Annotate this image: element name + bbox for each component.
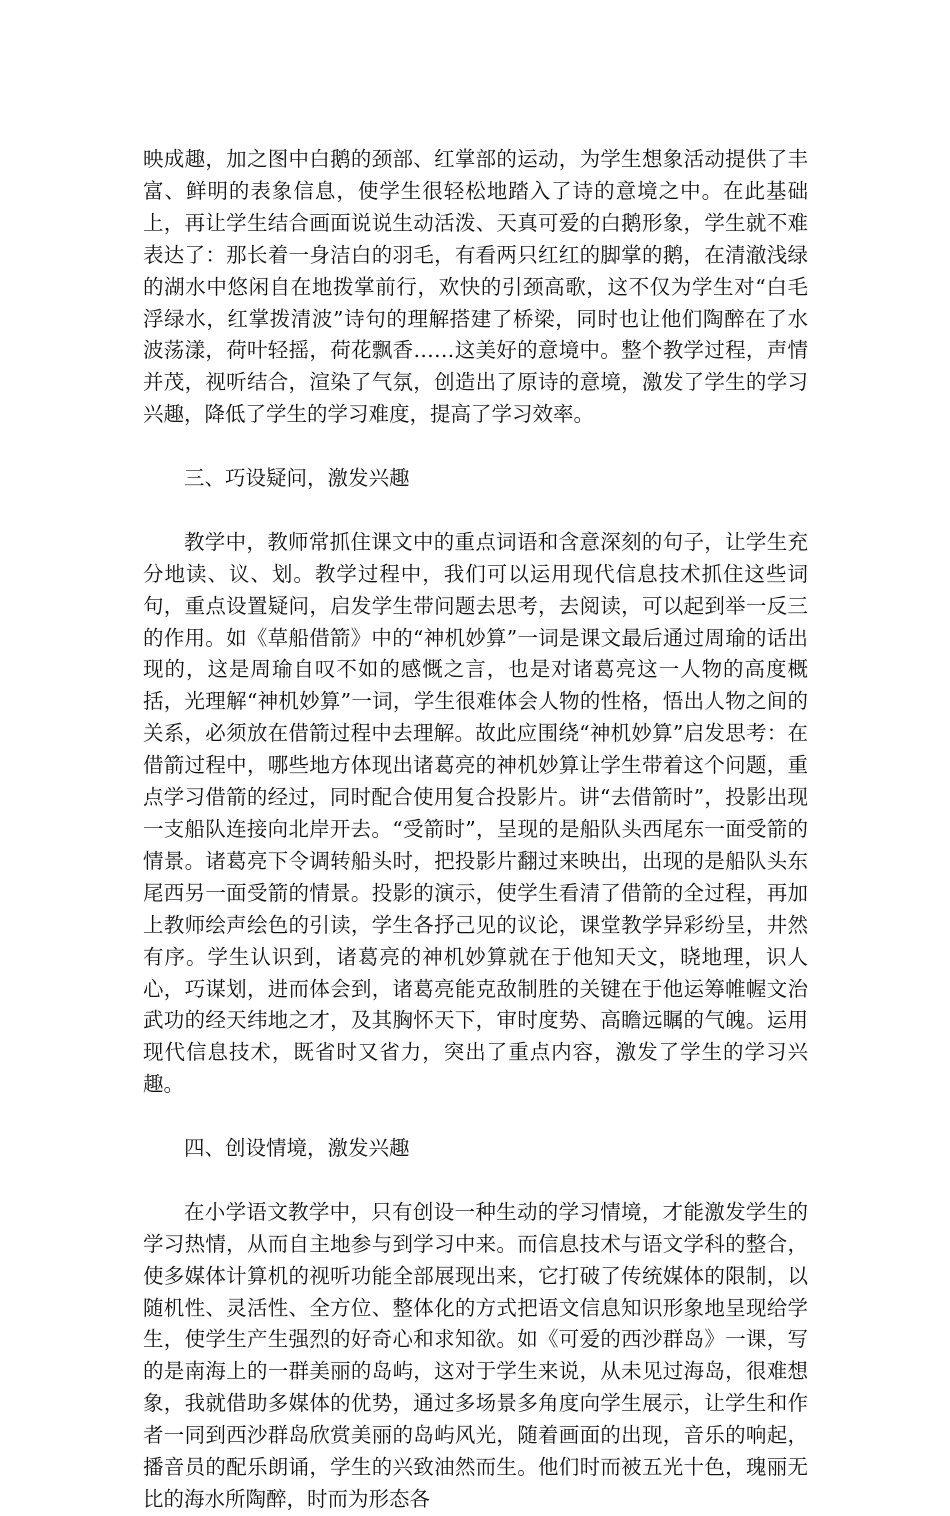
document-body (143, 144, 808, 1516)
paragraph-spacer (143, 1101, 808, 1133)
paragraph-section-4: 在小学语文教学中，只有创设一种生动的学习情境，才能激发学生的学习热情，从而自主地参与到学习中来。而信息技术与语文学科的整合，使多媒体计算机的视听功能全部展现出来，它打破了传统媒体的限制，以随机性、灵活性、全方位、整体化的方式把语文信息知识形象地呈现给学生，使学生产生强烈的好奇心和求知欲。如《可爱的西沙群岛》一课，写的是南海上的一群美丽的岛屿，这对于学生来说，从未见过海岛，很难想象，我就借助多媒体的优势，通过多场景多角度向学生展示，让学生和作者一同到西沙群岛欣赏美丽的岛屿风光，随着画面的出现，音乐的响起，播音员的配乐朗诵，学生的兴致油然而生。他们时而被五光十色，瑰丽无比的海水所陶醉，时而为形态各 (143, 1199, 808, 1511)
paragraph-spacer (143, 1165, 808, 1197)
paragraph-continued: 映成趣，加之图中白鹅的颈部、红掌部的运动，为学生想象活动提供了丰富、鲜明的表象信息，使学生很轻松地踏入了诗的意境之中。在此基础上，再让学生结合画面说说生动活泼、天真可爱的白鹅形象，学生就不难表达了：那长着一身洁白的羽毛，有看两只红红的脚掌的鹅，在清澈浅绿的湖水中悠闲自在地拨掌前行，欢快的引颈高歌，这不仅为学生对“白毛浮绿水，红掌拨清波”诗句的理解搭建了桥梁，同时也让他们陶醉在了水波荡漾，荷叶轻摇，荷花飘香……这美好的意境中。整个教学过程，声情并茂，视听结合，渲染了气氛，创造出了原诗的意境，激发了学生的学习兴趣，降低了学生的学习难度，提高了学习效率。 (143, 147, 808, 427)
section-heading-3: 三、巧设疑问，激发兴趣 (184, 466, 410, 491)
paragraph-spacer (143, 495, 808, 527)
paragraph-spacer (143, 431, 808, 463)
section-heading-4: 四、创设情境，激发兴趣 (184, 1136, 410, 1161)
paragraph-section-3: 教学中，教师常抓住课文中的重点词语和含意深刻的句子，让学生充分地读、议、划。教学过程中，我们可以运用现代信息技术抓住这些词句，重点设置疑问，启发学生带问题去思考，去阅读，可以起到举一反三的作用。如《草船借箭》中的“神机妙算”一词是课文最后通过周瑜的话出现的，这是周瑜自叹不如的感慨之言，也是对诸葛亮这一人物的高度概括，光理解“神机妙算”一词，学生很难体会人物的性格，悟出人物之间的关系，必须放在借箭过程中去理解。故此应围绕“神机妙算”启发思考：在借箭过程中，哪些地方体现出诸葛亮的神机妙算让学生带着这个问题，重点学习借箭的经过，同时配合使用复合投影片。讲“去借箭时”，投影出现一支船队连接向北岸开去。“受箭时”，呈现的是船队头西尾东一面受箭的情景。诸葛亮下令调转船头时，把投影片翻过来映出，出现的是船队头东尾西另一面受箭的情景。投影的演示，使学生看清了借箭的全过程，再加上教师绘声绘色的引读，学生各抒己见的议论，课堂教学异彩纷呈，井然有序。学生认识到，诸葛亮的神机妙算就在于他知天文，晓地理，识人心，巧谋划，进而体会到，诸葛亮能克敌制胜的关键在于他运筹帷幄文治武功的经天纬地之才，及其胸怀天下，审时度势、高瞻远瞩的气魄。运用现代信息技术，既省时又省力，突出了重点内容，激发了学生的学习兴趣。 (143, 529, 808, 1097)
